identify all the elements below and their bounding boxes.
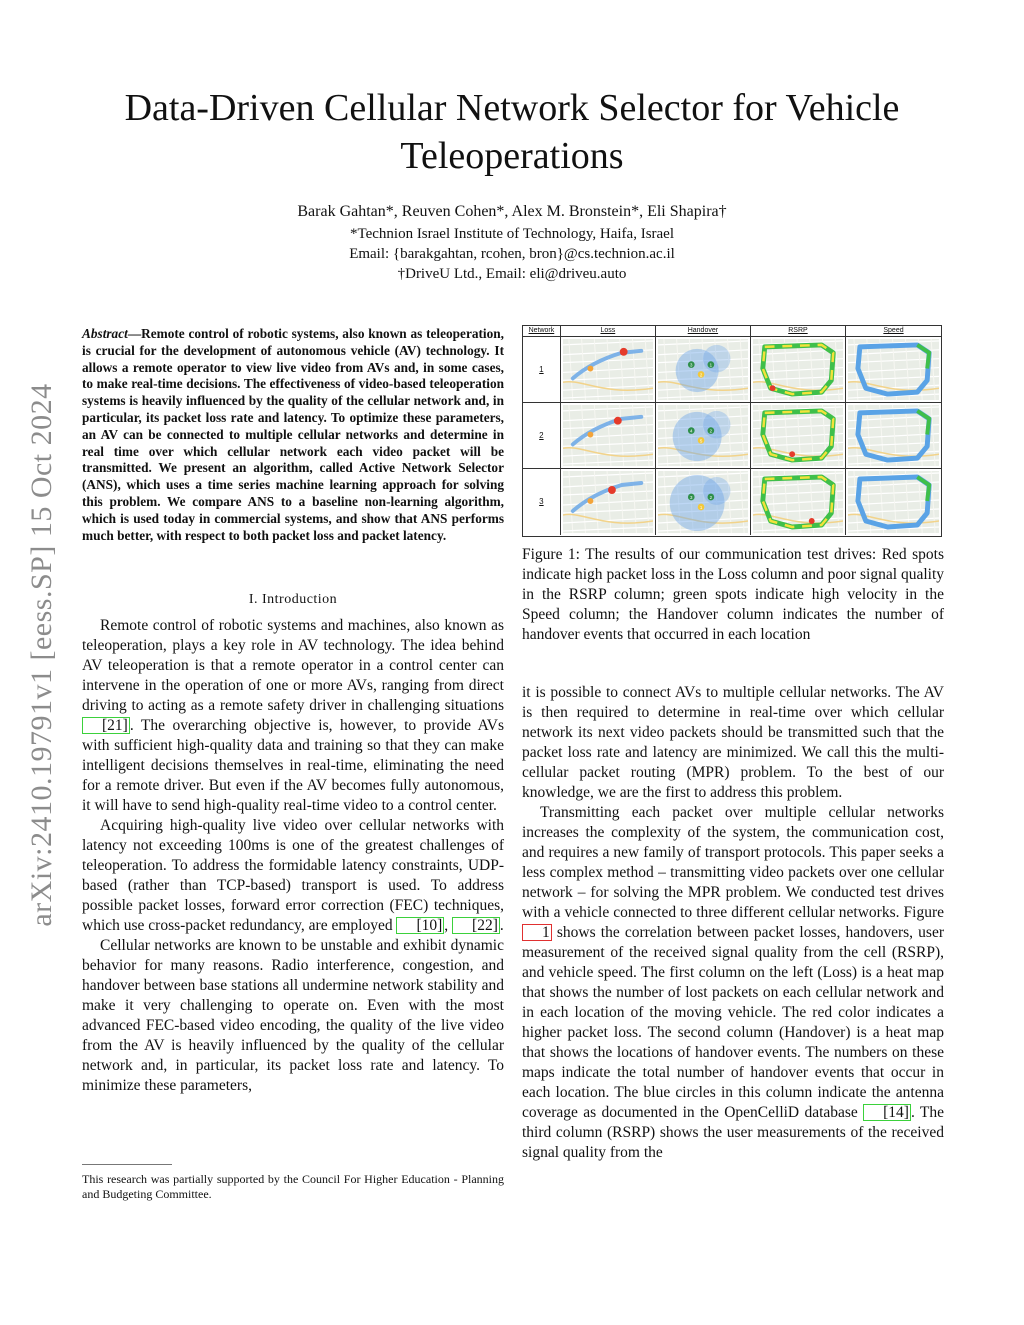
handover-map-image — [658, 339, 748, 400]
handover-map — [656, 337, 751, 402]
header-rsrp: RSRP — [751, 326, 846, 336]
citation-10[interactable]: [10] — [396, 917, 444, 934]
citation-separator: , — [444, 917, 453, 934]
intro-p1-text-b: . The overarching objective is, however, to provide AVs with sufficient high-quality data and training so that they can make intelligent decisions themselves in real-time, eliminating the need for a remote driver. But even if the AV becomes fully autonomous, it will have to send high-quality real-time video to a control center. — [82, 717, 504, 814]
figure-1 — [522, 325, 942, 537]
header-network: Network — [523, 326, 561, 336]
figure-row — [523, 469, 941, 535]
rsrp-map-image — [753, 471, 843, 533]
handover-count: 2 — [709, 494, 712, 501]
figure-caption: Figure 1: The results of our communication test drives: Red spots indicate high packet loss in the Loss column and poor signal quality in the RSRP column; green spots indicate high velocity in the Speed column; the Handover column indicates the number of handover events that occurred in each location — [522, 546, 944, 643]
loss-map — [561, 403, 656, 468]
loss-map-image — [563, 405, 653, 466]
rsrp-map-image — [753, 405, 843, 466]
rsrp-map-image — [753, 339, 843, 400]
speed-map — [846, 403, 941, 468]
affiliation-driveu: †DriveU Ltd., Email: eli@driveu.auto — [397, 266, 627, 282]
section-heading: I. Introduction — [248, 592, 338, 607]
citation-14[interactable]: [14] — [863, 1104, 911, 1121]
right-p2-text-b: shows the correlation between packet losses, handovers, user measurement of the received signal quality from the cell (RSRP), and vehicle speed. The first column on the left (Loss) is a heat map that shows the number of lost packets on each cellular network and in each location of the moving vehicle. The red color indicates a higher packet loss. The second column (Handover) is a heat map that shows the locations of handover events. The numbers on these maps indicate the total number of handover events that occur in each location. The blue circles in this column indicate the antenna coverage as documented in the OpenCelliD database — [522, 924, 944, 1121]
intro-p2-text: Acquiring high-quality live video over cellular networks with latency not exceeding 100ms is one of the greatest challenges of teleoperation. To address the formidable latency constraints, UDP-based (rather than TCP-based) transport is used. To address possible packet losses, forward error correction (FEC) techniques, which use cross-packet redundancy, are employed — [82, 817, 504, 934]
intro-p3-text: Cellular networks are known to be unstable and exhibit dynamic behavior for many reasons. Radio interference, congestion, and handover between base stations all undermine network stability and make it very challenging to operate on. Even with the most advanced FEC-based video encoding, the quality of the live video from the AV is heavily influenced by the quality of the cellular network and, in particular, its packet loss rate and latency. To minimize these parameters, — [82, 937, 504, 1094]
handover-map-image — [658, 405, 748, 466]
loss-map — [561, 469, 656, 535]
figure-header-row — [523, 326, 941, 337]
affiliation-technion: *Technion Israel Institute of Technology, Haifa, Israel — [349, 226, 675, 242]
right-p2-text: Transmitting each packet over multiple cellular networks increases the complexity of the system, the communication cost, and requires a new family of transport protocols. This paper seeks a less complex method – transmitting video packets over one cellular network – for solving the MPR problem. We conducted test drives with a vehicle connected to three different cellular networks. Figure — [522, 804, 944, 921]
intro-p1-text: Remote control of robotic systems and machines, also known as teleoperation, plays a key role in AV technology. The idea behind AV teleoperation is that a remote operator in a control center can intervene in the operation of one or more AVs, ranging from direct driving to acting as a remote safety driver in challenging situations — [82, 617, 504, 714]
handover-count: 1 — [709, 362, 712, 368]
citation-22[interactable]: [22] — [452, 917, 500, 934]
affiliation-email: Email: {barakgahtan, rcohen, bron}@cs.technion.ac.il — [349, 246, 675, 262]
abstract-text: —Remote control of robotic systems, also known as teleoperation, is crucial for the development of autonomous vehicle (AV) technology. It allows a remote operator to view live video from AVs and, in some cases, to make real-time decisions. The effectiveness of video-based teleoperation systems is heavily influenced by the quality of the cellular network and, in particular, its packet loss rate and latency. To optimize these parameters, an AV can be connected to multiple cellular networks and determine in real time over which cellular network each video packet will be transmitted. We present an algorithm, called Active Network Selector (ANS), which uses a time series machine learning approach for solving this problem. We compare ANS to a baseline non-learning algorithm, which is used today in commercial systems, and show that ANS performs much better, with respect to both packet loss and packet latency. — [82, 326, 504, 543]
figure-row — [523, 337, 941, 403]
handover-map-image — [658, 471, 748, 533]
rsrp-map — [751, 469, 846, 535]
right-paragraph-1: it is possible to connect AVs to multiple cellular networks. The AV is then required to determine in real-time over which cellular network its next video packets should be transmitted such that the packet loss rate and latency are minimized. We call this the multi-cellular packet routing (MPR) problem. To the best of our knowledge, we are the first to address this problem. — [522, 684, 944, 801]
author-list: Barak Gahtan*, Reuven Cohen*, Alex M. Bronstein*, Eli Shapira† — [297, 203, 727, 220]
intro-paragraph-1 — [82, 616, 504, 816]
speed-map-image — [848, 471, 939, 533]
handover-count: 2 — [699, 372, 703, 378]
right-column — [522, 683, 944, 1163]
speed-map-image — [848, 405, 939, 466]
figure-row — [523, 403, 941, 469]
handover-count: 3 — [689, 494, 693, 501]
right-p2-text-c: . The third column (RSRP) shows the user measurements of the received signal quality from the — [522, 1104, 944, 1161]
loss-map-image — [563, 471, 653, 533]
header-speed: Speed — [883, 327, 904, 334]
handover-count: 5 — [699, 438, 703, 444]
rsrp-map — [751, 403, 846, 468]
speed-map — [846, 337, 941, 402]
header-handover: Handover — [656, 326, 751, 336]
intro-paragraph-2 — [82, 816, 504, 936]
intro-paragraph-3 — [82, 936, 504, 1096]
paper-title: Data-Driven Cellular Network Selector for Vehicle Teleoperations — [124, 87, 900, 177]
abstract-label: Abstract — [82, 326, 128, 341]
network-label: 1 — [523, 337, 561, 402]
right-paragraph-2 — [522, 803, 944, 1163]
loss-map-image — [563, 339, 653, 400]
abstract — [82, 326, 504, 544]
arxiv-stamp — [14, 0, 70, 1325]
handover-map — [656, 469, 751, 535]
handover-count: 4 — [689, 428, 693, 434]
loss-map — [561, 337, 656, 402]
speed-map — [846, 469, 941, 535]
handover-count: 3 — [689, 362, 693, 368]
handover-count: 2 — [709, 428, 712, 434]
network-label: 2 — [523, 403, 561, 468]
header-loss: Loss — [561, 326, 656, 336]
footnote: This research was partially supported by the Council For Higher Education - Planning and Budgeting Committee. — [82, 1172, 504, 1201]
handover-count: 1 — [699, 504, 703, 511]
handover-map — [656, 403, 751, 468]
intro-p2-end: . — [499, 917, 504, 934]
left-column — [82, 616, 504, 1096]
speed-map-image — [848, 339, 939, 400]
citation-21[interactable]: [21] — [82, 717, 130, 734]
rsrp-map — [751, 337, 846, 402]
figure-reference[interactable]: 1 — [522, 924, 552, 941]
arxiv-id: arXiv:2410.19791v1 [eess.SP] 15 Oct 2024 — [25, 383, 58, 927]
network-label: 3 — [523, 469, 561, 535]
